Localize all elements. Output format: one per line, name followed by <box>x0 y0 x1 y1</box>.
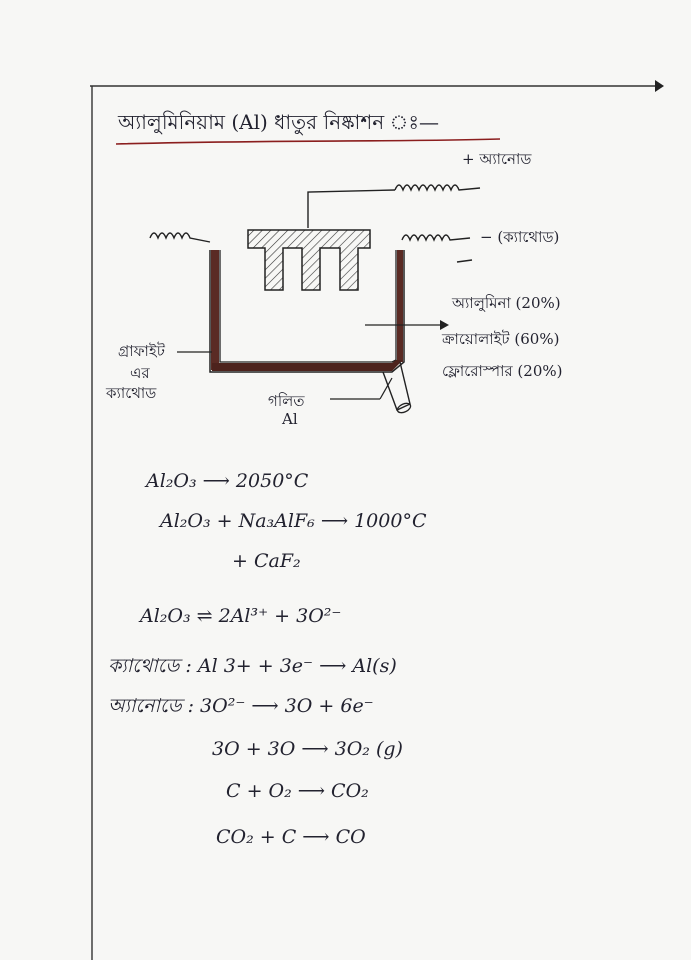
anode-terminal-label: + অ্যানোড <box>462 150 532 168</box>
right-lining <box>397 250 403 362</box>
molten-label: গলিত <box>268 392 305 410</box>
equation-7: 3O + 3O ⟶ 3O₂ (g) <box>212 738 403 760</box>
equation-2: Al₂O₃ + Na₃AlF₆ ⟶ 1000°C <box>160 510 427 532</box>
equation-4: Al₂O₃ ⇌ 2Al³⁺ + 3O²⁻ <box>140 605 342 627</box>
right-coil <box>402 235 470 240</box>
anode-coil <box>395 185 480 190</box>
anode-wire <box>308 190 395 228</box>
minus-mark <box>457 260 472 262</box>
left-coil <box>150 233 210 242</box>
equation-9: CO₂ + C ⟶ CO <box>216 826 366 848</box>
graphite-label-er: এর <box>130 364 150 382</box>
equation-anode: অ্যানোডে : 3O²⁻ ⟶ 3O + 6e⁻ <box>108 695 374 717</box>
cathode-terminal-label: − (ক্যাথোড) <box>480 228 560 246</box>
molten-al-label: Al <box>282 410 298 428</box>
electrolyte-cryolite-label: ক্রায়োলাইট (60%) <box>442 330 560 348</box>
equation-8: C + O₂ ⟶ CO₂ <box>226 780 369 802</box>
equation-1: Al₂O₃ ⟶ 2050°C <box>146 470 309 492</box>
graphite-label: গ্রাফাইট <box>118 342 165 360</box>
electrolyte-alumina-label: অ্যালুমিনা (20%) <box>452 294 561 312</box>
graphite-anode <box>248 230 370 290</box>
page-heading: অ্যালুমিনিয়াম (Al) ধাতুর নিষ্কাশন ঃ— <box>118 110 440 134</box>
graphite-cathode-label: ক্যাথোড <box>106 384 157 402</box>
equation-3: + CaF₂ <box>232 550 301 572</box>
equation-cathode: ক্যাথোডে : Al 3+ + 3e⁻ ⟶ Al(s) <box>108 655 397 677</box>
left-lining <box>211 250 219 370</box>
electrolyte-fluorspar-label: ফ্লোরোস্পার (20%) <box>442 362 563 380</box>
